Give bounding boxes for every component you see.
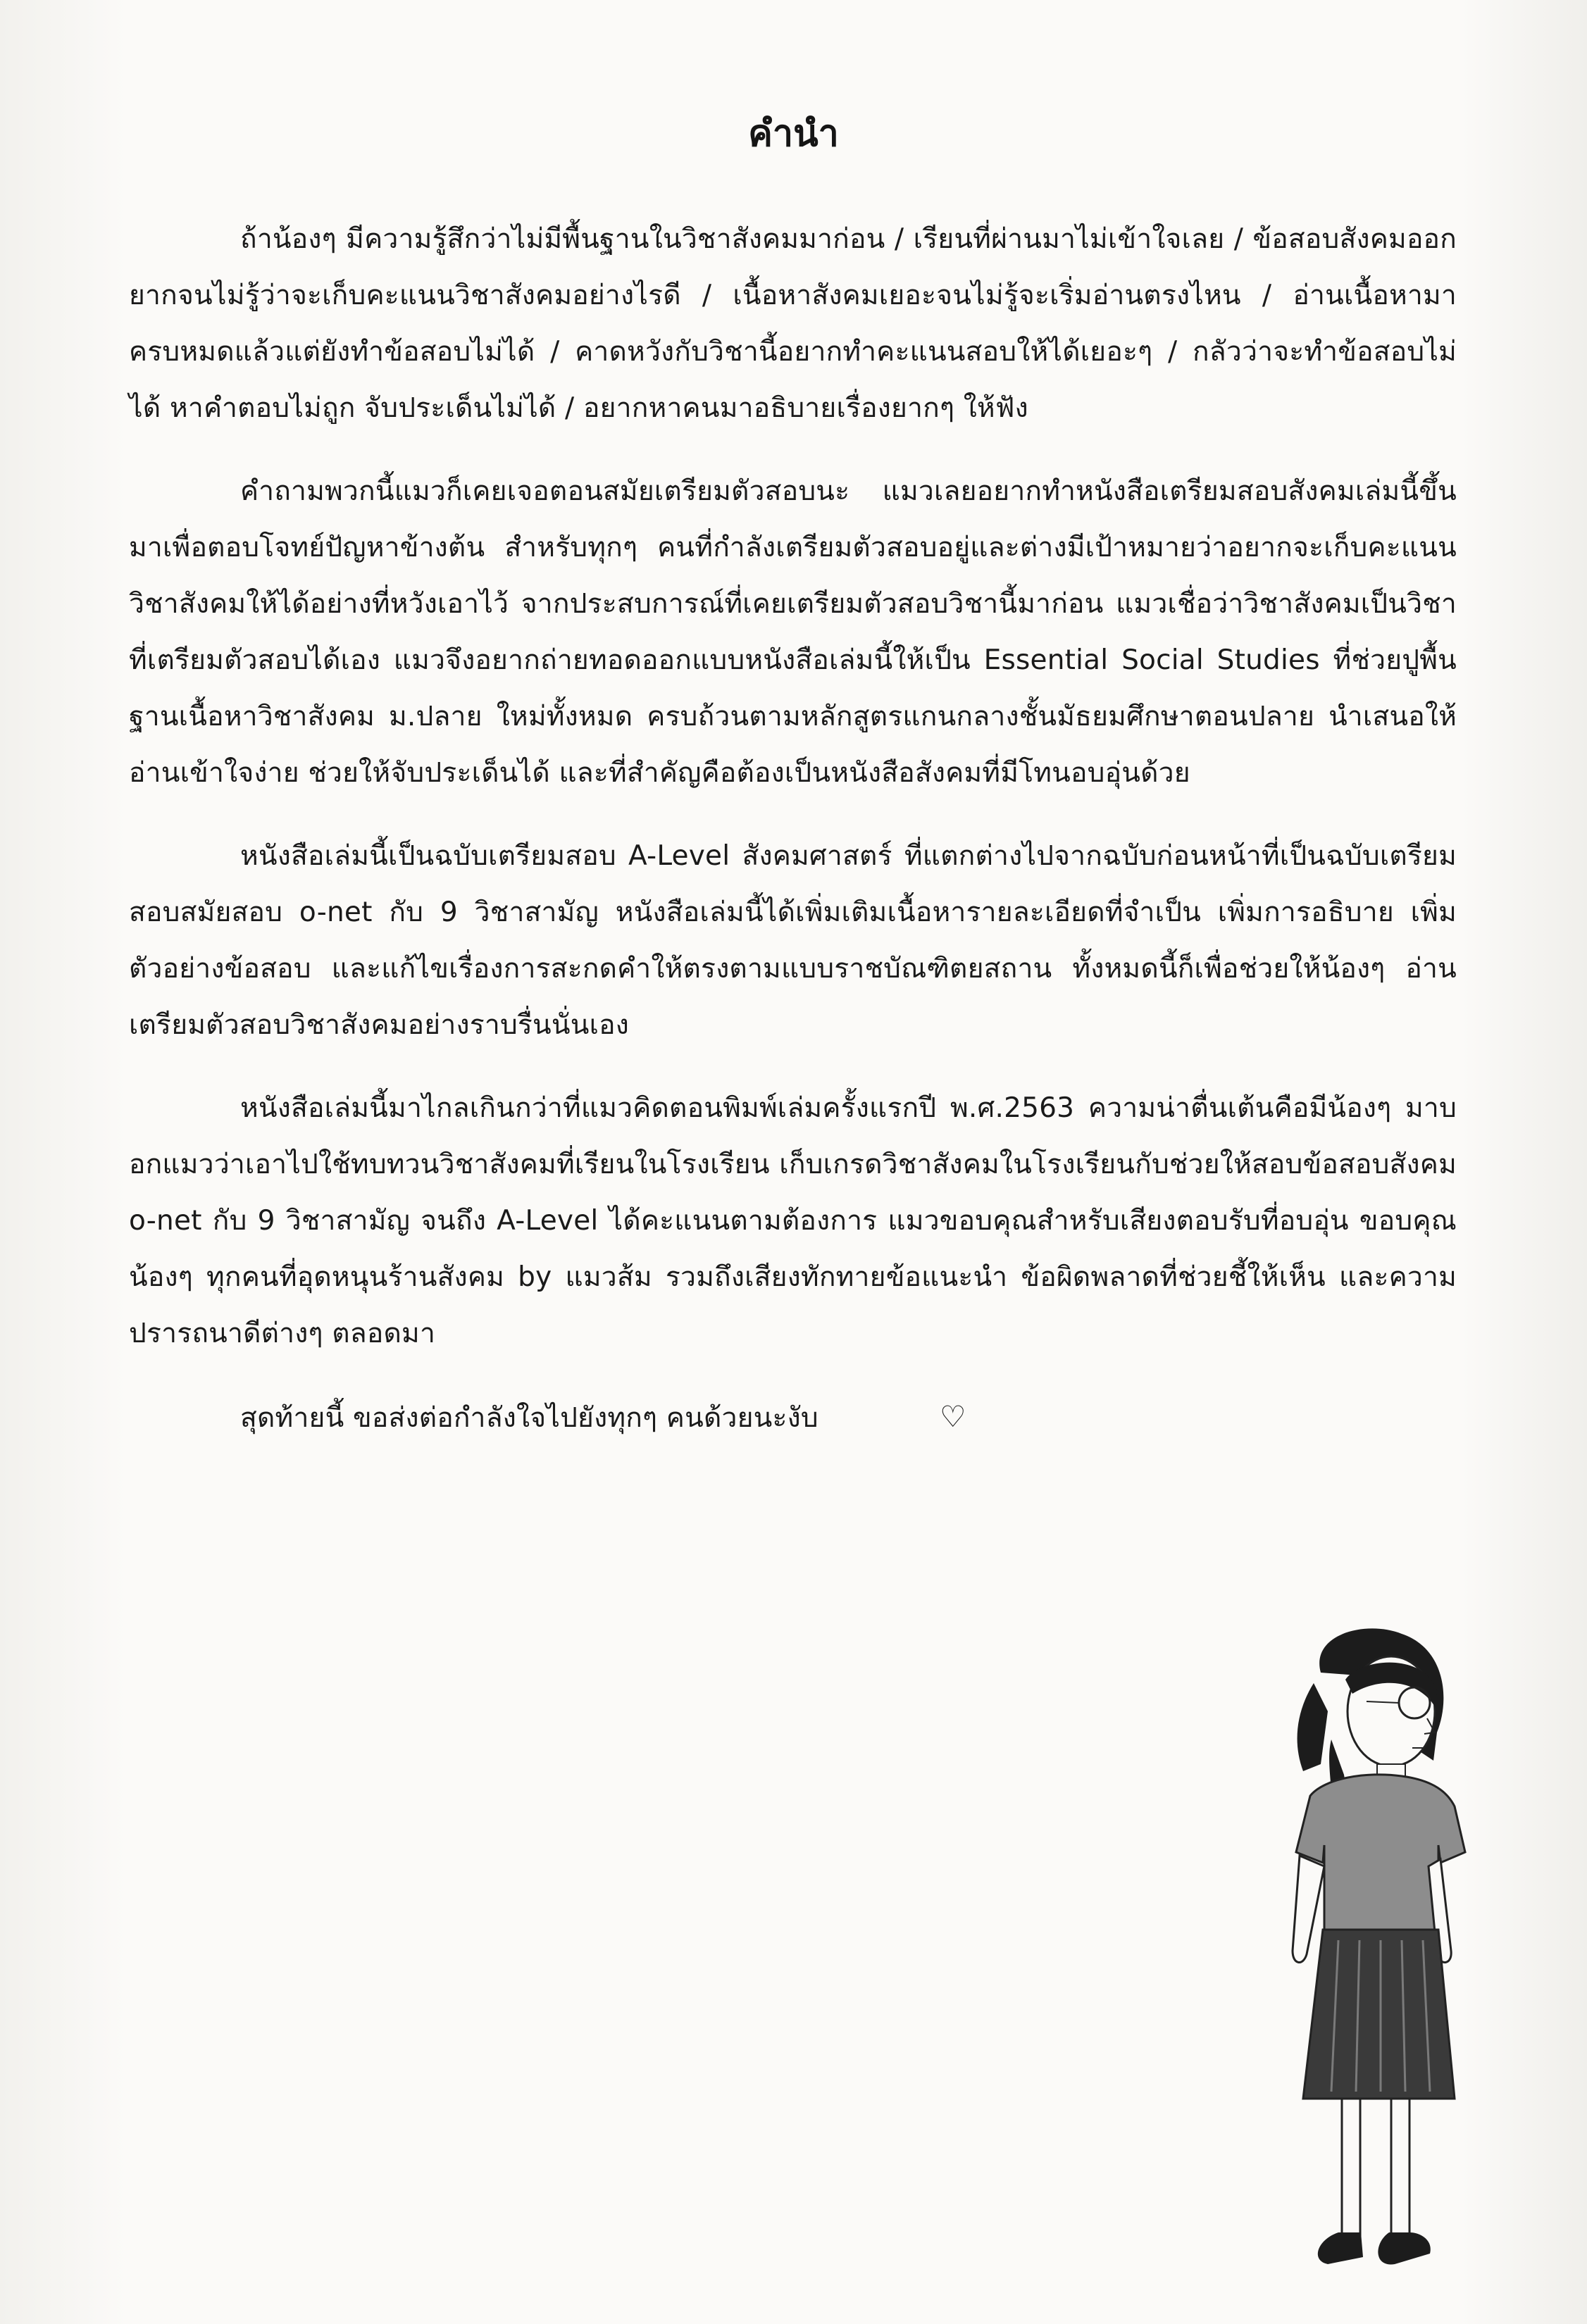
paragraph-2: คำถามพวกนี้แมวก็เคยเจอตอนสมัยเตรียมตัวสอบนะ แมวเลยอยากทำหนังสือเตรียมสอบสังคมเล่มนี้ขึ้นมาเพื่อตอบโจทย์ปัญหาข้างต้น สำหรับทุกๆ คนที่กำลังเตรียมตัวสอบอยู่และต่างมีเป้าหมายว่าอยากจะเก็บคะแนนวิชาสังคมให้ได้อย่างที่หวังเอาไว้ จากประสบการณ์ที่เคยเตรียมตัวสอบวิชานี้มาก่อน แมวเชื่อว่าวิชาสังคมเป็นวิชาที่เตรียมตัวสอบได้เอง แมวจึงอยากถ่ายทอดออกแบบหนังสือเล่มนี้ให้เป็น Essential Social Studies ที่ช่วยปูพื้นฐานเนื้อหาวิชาสังคม ม.ปลาย ใหม่ทั้งหมด ครบถ้วนตามหลักสูตรแกนกลางชั้นมัธยมศึกษาตอนปลาย นำเสนอให้อ่านเข้าใจง่าย ช่วยให้จับประเด็นได้ และที่สำคัญคือต้องเป็นหนังสือสังคมที่มีโทนอบอุ่นด้วย: [129, 475, 1457, 789]
paragraph-3: หนังสือเล่มนี้เป็นฉบับเตรียมสอบ A-Level สังคมศาสตร์ ที่แตกต่างไปจากฉบับก่อนหน้าที่เป็นฉบับเตรียมสอบสมัยสอบ o-net กับ 9 วิชาสามัญ หนังสือเล่มนี้ได้เพิ่มเติมเนื้อหารายละเอียดที่จำเป็น เพิ่มการอธิบาย เพิ่มตัวอย่างข้อสอบ และแก้ไขเรื่องการสะกดคำให้ตรงตามแบบราชบัณฑิตยสถาน ทั้งหมดนี้ก็เพื่อช่วยให้น้องๆ อ่านเตรียมตัวสอบวิชาสังคมอย่างราบรื่นนั่นเอง: [129, 840, 1457, 1041]
heart-icon: ♡: [939, 1399, 966, 1434]
paragraph-4: หนังสือเล่มนี้มาไกลเกินกว่าที่แมวคิดตอนพิมพ์เล่มครั้งแรกปี พ.ศ.2563 ความน่าตื่นเต้นคือมีน้องๆ มาบอกแมวว่าเอาไปใช้ทบทวนวิชาสังคมที่เรียนในโรงเรียน เก็บเกรดวิชาสังคมในโรงเรียนกับช่วยให้สอบข้อสอบสังคม o-net กับ 9 วิชาสามัญ จนถึง A-Level ได้คะแนนตามต้องการ แมวขอบคุณสำหรับเสียงตอบรับที่อบอุ่น ขอบคุณน้องๆ ทุกคนที่อุดหนุนร้านสังคม by แมวส้ม รวมถึงเสียงทักทายข้อแนะนำ ข้อผิดพลาดที่ช่วยชี้ให้เห็น และความปรารถนาดีต่างๆ ตลอดมา: [129, 1092, 1457, 1349]
girl-illustration-icon: [1261, 1620, 1472, 2296]
foreword-body: [129, 211, 1457, 1473]
page-title: คำนำ: [748, 113, 839, 155]
paragraph-1: ถ้าน้องๆ มีความรู้สึกว่าไม่มีพื้นฐานในวิชาสังคมมาก่อน / เรียนที่ผ่านมาไม่เข้าใจเลย / ข้อสอบสังคมออกยากจนไม่รู้ว่าจะเก็บคะแนนวิชาสังคมอย่างไรดี / เนื้อหาสังคมเยอะจนไม่รู้จะเริ่มอ่านตรงไหน / อ่านเนื้อหามาครบหมดแล้วแต่ยังทำข้อสอบไม่ได้ / คาดหวังกับวิชานี้อยากทำคะแนนสอบให้ได้เยอะๆ / กลัวว่าจะทำข้อสอบไม่ได้ หาคำตอบไม่ถูก จับประเด็นไม่ได้ / อยากหาคนมาอธิบายเรื่องยากๆ ให้ฟัง: [129, 223, 1457, 424]
closing-text: สุดท้ายนี้ ขอส่งต่อกำลังใจไปยังทุกๆ คนด้วยนะงับ: [240, 1402, 819, 1434]
closing-line: [129, 1389, 1457, 1447]
